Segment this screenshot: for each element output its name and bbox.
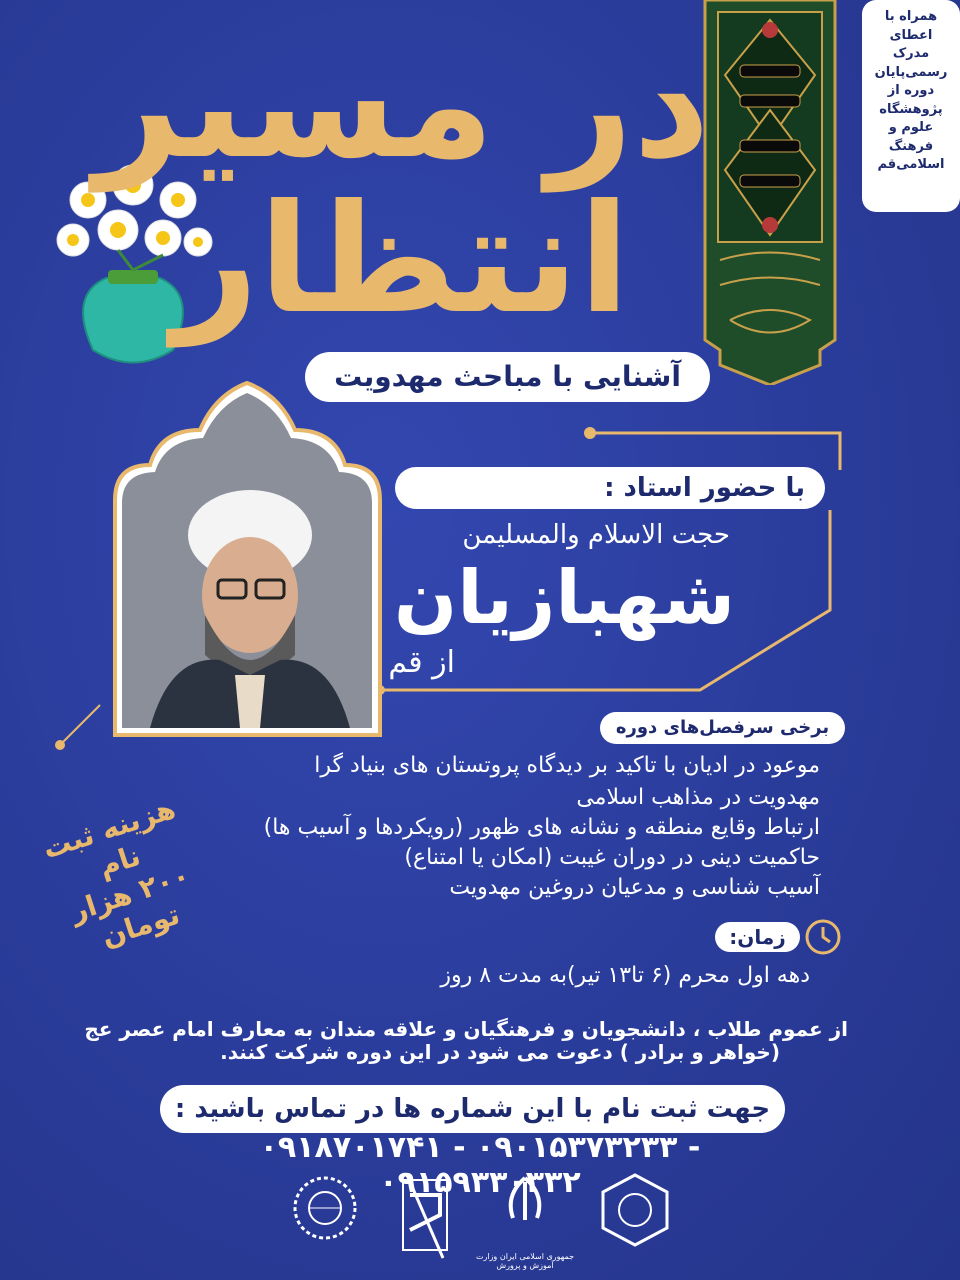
clock-icon — [803, 917, 843, 957]
speaker-origin: از قم — [388, 645, 455, 680]
seal-logo-icon — [285, 1170, 365, 1270]
logo-caption: جمهوری اسلامی ایران وزارت آموزش و پرورش — [475, 1252, 575, 1270]
topic-item: آسیب شناسی و مدعیان دروغین مهدویت — [449, 875, 820, 900]
certificate-line: اسلامی‌قم — [877, 157, 945, 172]
presence-label-pill: با حضور استاد : — [395, 467, 825, 509]
iran-emblem-icon — [475, 1170, 575, 1270]
title-line-2: انتظار — [172, 173, 630, 347]
invitation-line-2: (خواهر و برادر ) دعوت می شود در این دوره شرکت کنند. — [220, 1040, 780, 1064]
topic-item: ارتباط وقایع منطقه و نشانه های ظهور (رویکردها و آسیب ها) — [263, 815, 820, 840]
topic-item: مهدویت در مذاهب اسلامی — [576, 785, 820, 810]
certificate-line: رسمی‌پایان — [874, 64, 948, 80]
subtitle-pill: آشنایی با مباحث مهدویت — [305, 352, 710, 402]
title-line-1: در مسیر — [94, 18, 710, 192]
time-label-pill: زمان: — [715, 922, 800, 952]
center-logo-icon — [595, 1170, 675, 1270]
invitation-line-1: از عموم طلاب ، دانشجویان و فرهنگیان و علاقه مندان به معارف امام عصر عج — [84, 1017, 848, 1041]
topic-item: حاکمیت دینی در دوران غیبت (امکان یا امتناع) — [404, 845, 820, 870]
fee-line-2: ۲۰۰ هزار تومان — [66, 858, 194, 954]
topics-header-pill: برخی سرفصل‌های دوره — [600, 712, 845, 744]
topic-item: موعود در ادیان با تاکید بر دیدگاه پروتستان های بنیاد گرا — [314, 753, 820, 778]
contact-label-pill: جهت ثبت نام با این شماره ها در تماس باشید : — [160, 1085, 785, 1133]
speaker-honorific: حجت الاسلام والمسلیمن — [462, 520, 730, 550]
speaker-name: شهبازیان — [394, 555, 735, 641]
religious-banner-icon — [700, 0, 840, 385]
phone-numbers: ۰۹۱۸۷۰۱۷۴۱ - ۰۹۰۱۵۳۷۳۲۳۳ - ۰۹۱۵۹۳۳۰۳۳۲ — [259, 1130, 701, 1200]
fee-line-1: هزینه ثبت نام — [38, 791, 180, 884]
certificate-line: پژوهشگاه — [879, 101, 943, 117]
time-text: دهه اول محرم (۶ تا۱۳ تیر)به مدت ۸ روز — [440, 963, 810, 988]
basij-logo-icon — [385, 1170, 465, 1270]
certificate-line: مدرک — [892, 46, 930, 61]
certificate-line: دوره از — [887, 83, 935, 98]
certificate-line: فرهنگ — [888, 138, 934, 154]
certificate-line: همراه با — [884, 9, 938, 24]
certificate-line: اعطای — [889, 27, 933, 43]
certificate-line: علوم و — [888, 120, 934, 135]
portrait-frame — [110, 375, 385, 740]
